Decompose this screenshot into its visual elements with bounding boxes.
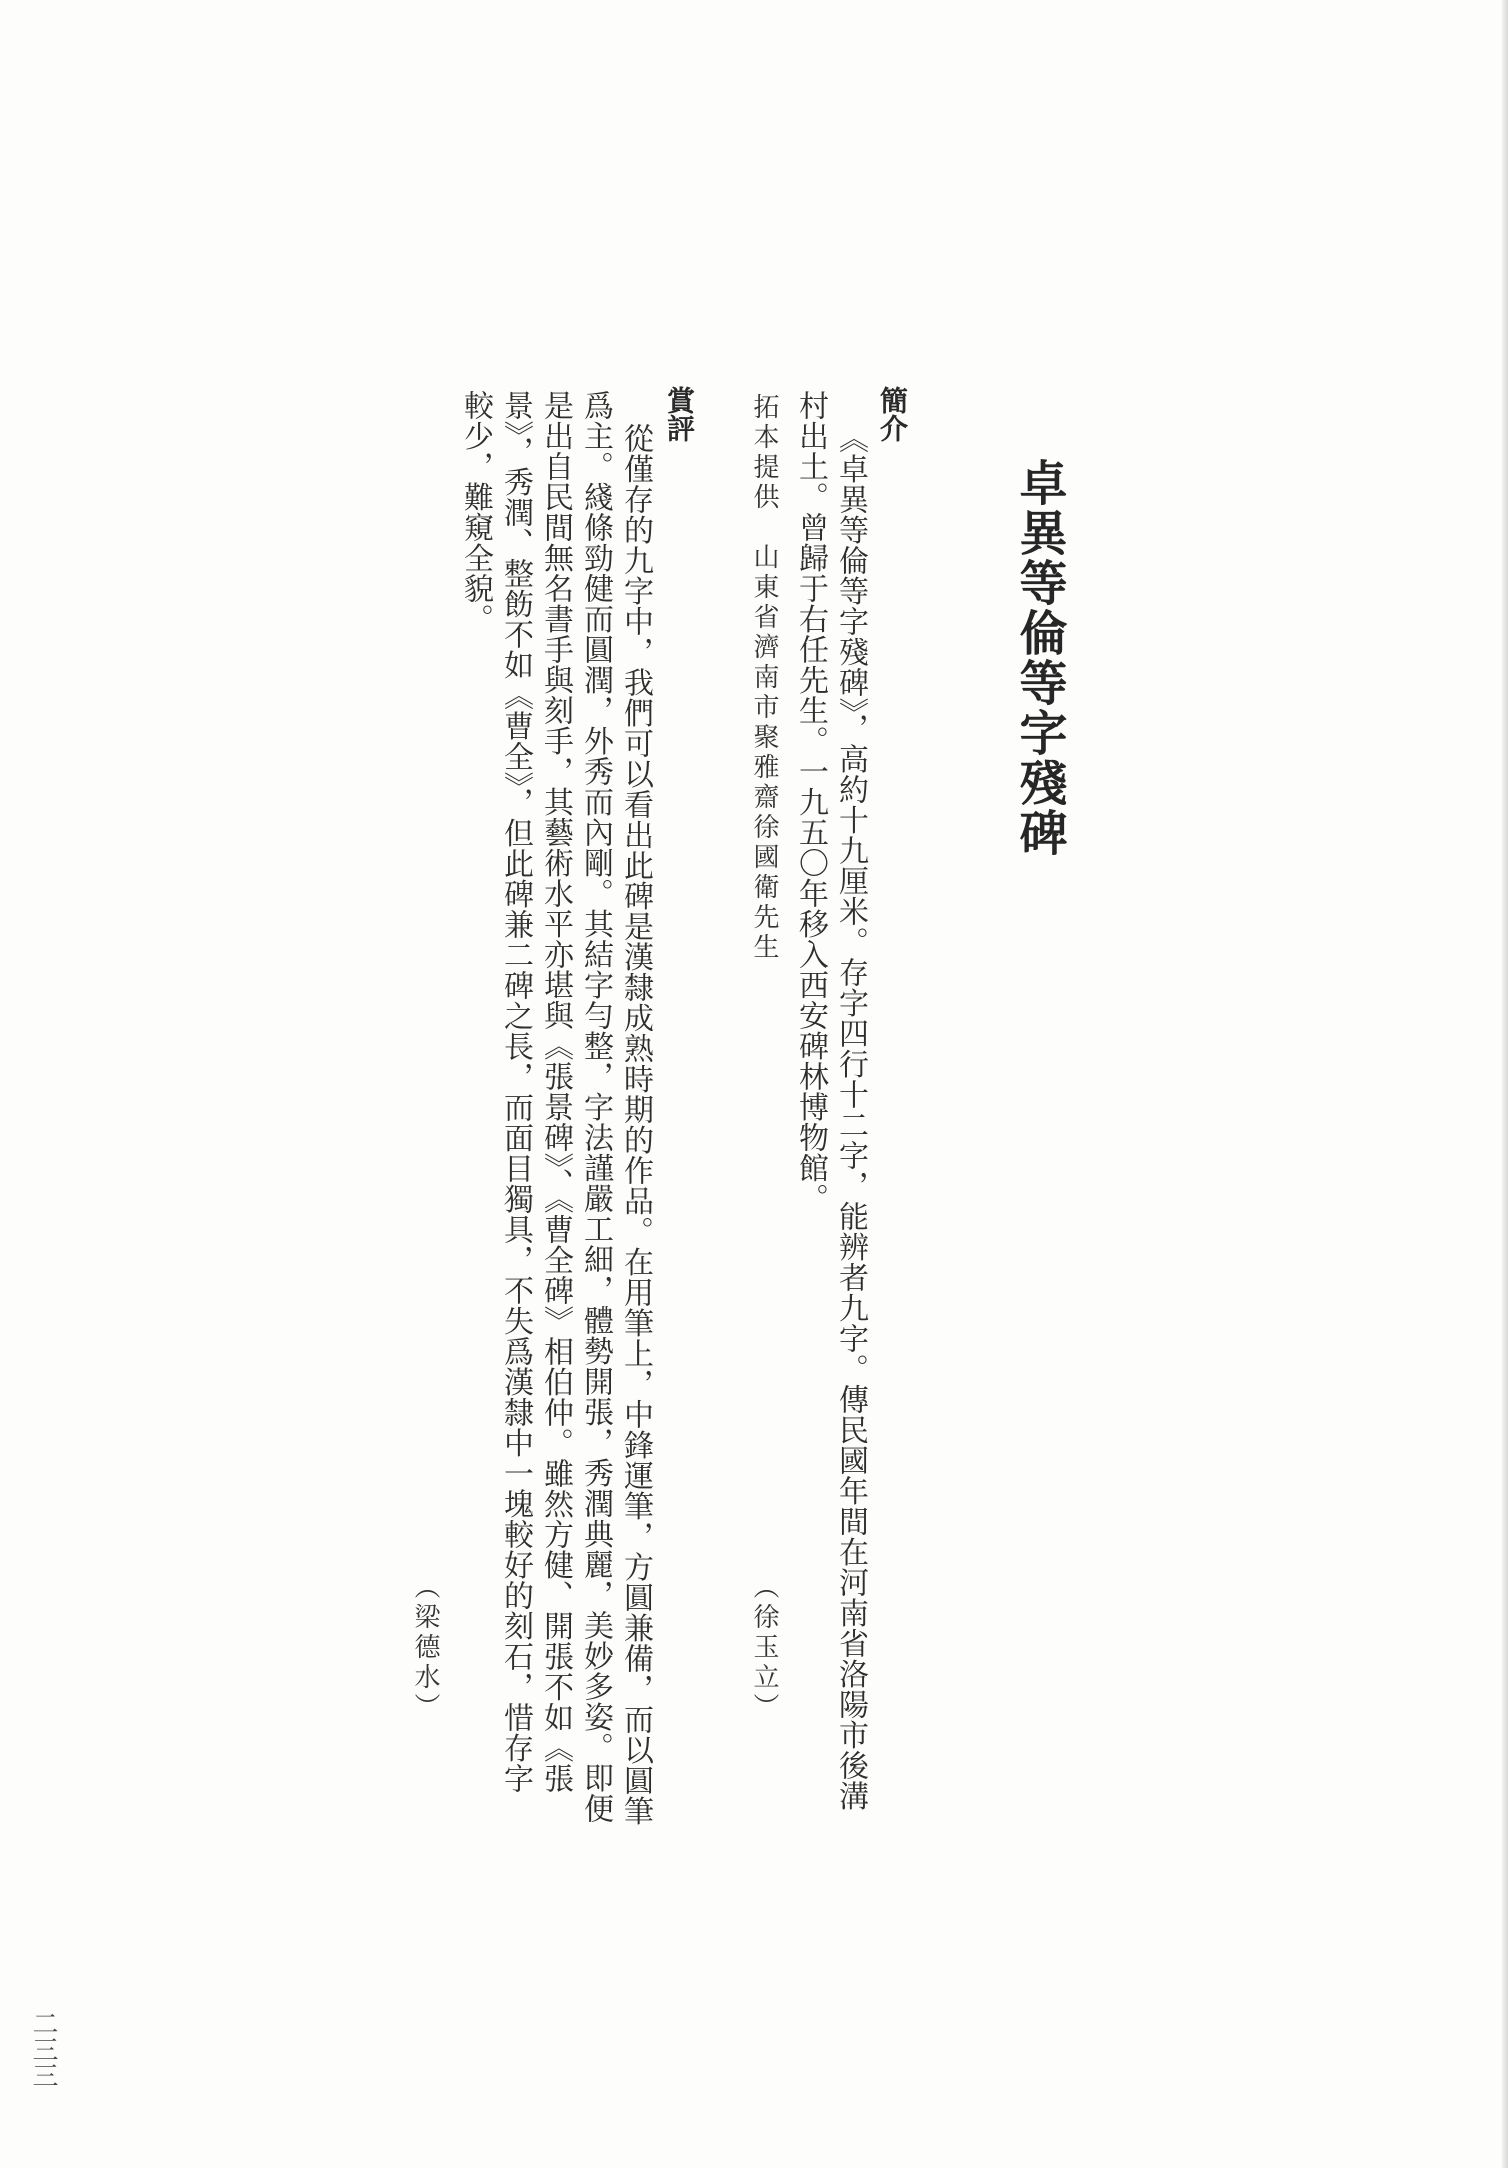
appraisal-line-3: 是出自民間無名書手與刻手，其藝術水平亦堪與《張景碑》、《曹全碑》相伯仲。雖然方健、開張不如《張	[538, 390, 573, 1794]
appraisal-line-2: 爲主。綫條勁健而圓潤，外秀而內剛。其結字勻整，字法謹嚴工細，體勢開張，秀潤典麗，美妙多姿。即便	[578, 390, 613, 1824]
appraisal-heading: 賞評	[663, 386, 696, 442]
intro-line-1: 《卓異等倫等字殘碑》，高約十九厘米。存字四行十二字，能辨者九字。傳民國年間在河南省洛陽市後溝	[833, 423, 868, 1811]
scan-edge	[1502, 0, 1508, 2168]
intro-line-2: 村出土。曾歸于右任先生。一九五〇年移入西安碑林博物館。	[793, 390, 828, 1214]
appraisal-line-5: 較少，難窺全貌。	[458, 390, 493, 634]
intro-author: （徐玉立）	[749, 1573, 779, 1723]
appraisal-line-4: 景》，秀潤、整飭不如《曹全》，但此碑兼二碑之長，而面目獨具，不失爲漢隸中一塊較好的刻石，惜存字	[498, 390, 533, 1794]
page-number: 二三三	[28, 2010, 58, 2088]
document-title: 卓異等倫等字殘碑	[1011, 458, 1067, 858]
intro-heading: 簡介	[876, 386, 909, 442]
appraisal-line-1: 從僅存的九字中，我們可以看出此碑是漢隸成熟時期的作品。在用筆上，中鋒運筆，方圓兼備，而以圓筆	[618, 423, 653, 1826]
intro-credit: 拓本提供 山東省濟南市聚雅齋徐國衛先生	[749, 393, 779, 963]
appraisal-author: （梁德水）	[410, 1573, 440, 1723]
